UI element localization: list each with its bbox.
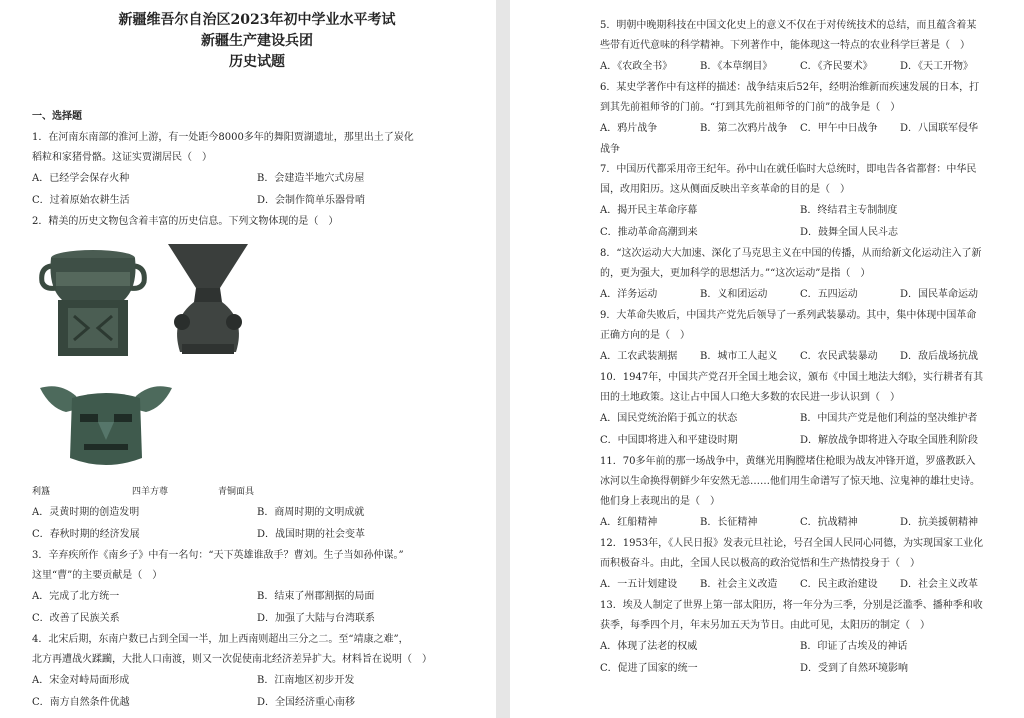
option-b: B．商周时期的文明成就 bbox=[257, 507, 365, 518]
option-a: A．工农武装割据 bbox=[600, 351, 678, 362]
option-c: C．中国即将进入和平建设时期 bbox=[600, 435, 738, 446]
question-9 bbox=[600, 306, 1000, 368]
option-c: C．春秋时期的经济发展 bbox=[32, 529, 140, 540]
question-stem-line: 11．70多年前的那一场战争中，黄继光用胸膛堵住枪眼为战友冲锋开道，罗盛教跃入 bbox=[600, 456, 976, 467]
question-2 bbox=[32, 212, 482, 546]
exam-title-line2: 新疆生产建设兵团 bbox=[201, 33, 313, 49]
question-stem-line: 稻粒和家猪骨骼。这证实贾湖居民（ ） bbox=[32, 152, 212, 163]
question-stem-line: 些带有近代意味的科学精神。下列著作中，能体现这一特点的农业科学巨著是（ ） bbox=[600, 40, 970, 51]
li-gui-image bbox=[38, 242, 148, 360]
question-stem-line: 10．1947年，中国共产党召开全国土地会议，颁布《中国土地法大纲》，实行耕者有其 bbox=[600, 372, 984, 383]
question-stem-line: 8．“这次运动大大加速、深化了马克思主义在中国的传播，从而给新文化运动注入了新 bbox=[600, 248, 982, 259]
option-b: B．中国共产党是他们利益的坚决维护者 bbox=[800, 413, 978, 424]
question-stem-line: 这里“曹”的主要贡献是（ ） bbox=[32, 570, 163, 581]
option-c: C．《齐民要术》 bbox=[800, 61, 873, 72]
bronze-mask-image bbox=[36, 378, 176, 474]
option-b: B．结束了州郡割据的局面 bbox=[257, 591, 375, 602]
question-stem-line: 13．埃及人制定了世界上第一部太阳历，将一年分为三季，分别是泛滥季、播种季和收 bbox=[600, 600, 983, 611]
options bbox=[600, 56, 1000, 78]
options bbox=[600, 118, 1000, 140]
option-a: A．体现了法老的权威 bbox=[600, 641, 698, 652]
options bbox=[600, 200, 1000, 244]
caption-li-gui: 利簋 bbox=[32, 487, 51, 497]
option-d: D．加强了大陆与台湾联系 bbox=[257, 613, 376, 624]
options bbox=[32, 502, 482, 546]
option-b: B．第二次鸦片战争 bbox=[700, 123, 788, 134]
option-c: C．民主政治建设 bbox=[800, 579, 878, 590]
question-stem-line: 2．精美的历史文物包含着丰富的历史信息。下列文物体现的是（ ） bbox=[32, 216, 339, 227]
option-b: B．《本草纲目》 bbox=[700, 61, 773, 72]
artifact-images-row bbox=[32, 240, 482, 360]
option-b: B．社会主义改造 bbox=[700, 579, 778, 590]
option-d: D．解放战争即将进入夺取全国胜利阶段 bbox=[800, 435, 979, 446]
option-d: D．受到了自然环境影响 bbox=[800, 663, 909, 674]
option-a: A．已经学会保存火种 bbox=[32, 173, 130, 184]
question-11 bbox=[600, 452, 1000, 534]
question-stem-line: 到其先前祖师爷的门前。“打到其先前祖师爷的门前”的战争是（ ） bbox=[600, 102, 901, 113]
question-3 bbox=[32, 546, 482, 630]
question-stem-line: 9．大革命失败后，中国共产党先后领导了一系列武装暴动。其中，集中体现中国革命 bbox=[600, 310, 977, 321]
question-1 bbox=[32, 128, 482, 212]
option-c: C．南方自然条件优越 bbox=[32, 697, 130, 708]
option-c: C．抗战精神 bbox=[800, 517, 858, 528]
question-stem-line: 12．1953年，《人民日报》发表元旦社论，号召全国人民同心同德，为实现国家工业化 bbox=[600, 538, 984, 549]
options bbox=[600, 408, 1000, 452]
artifact-captions bbox=[32, 482, 482, 502]
option-a: A．红船精神 bbox=[600, 517, 658, 528]
question-stem-line: 北方再遭战火蹂躏，大批人口南渡，则又一次促使南北经济差异扩大。材料旨在说明（ ） bbox=[32, 654, 432, 665]
question-stem-line: 4．北宋后期，东南户数已占到全国一半，加上西南则超出三分之二。至“靖康之难”， bbox=[32, 634, 409, 645]
option-b: B．义和团运动 bbox=[700, 289, 768, 300]
question-stem-line: 冰河以生命换得朝鲜少年安然无恙……他们用生命谱写了惊天地、泣鬼神的雄壮史诗。 bbox=[600, 476, 980, 487]
caption-bronze-mask: 青铜面具 bbox=[218, 487, 255, 497]
question-stem-line: 他们身上表现出的是（ ） bbox=[600, 496, 720, 507]
options bbox=[600, 284, 1000, 306]
question-13 bbox=[600, 596, 1000, 680]
option-b: B．终结君主专制制度 bbox=[800, 205, 898, 216]
option-d: D．会制作简单乐器骨哨 bbox=[257, 195, 366, 206]
question-12 bbox=[600, 534, 1000, 596]
artifact-images-row-2 bbox=[32, 378, 482, 478]
options bbox=[600, 346, 1000, 368]
exam-page-left bbox=[0, 0, 496, 718]
question-4 bbox=[32, 630, 482, 714]
exam-title-line3: 历史试题 bbox=[229, 54, 285, 70]
option-d: D．鼓舞全国人民斗志 bbox=[800, 227, 899, 238]
option-d: D．社会主义改革 bbox=[900, 579, 979, 590]
question-stem-line: 的，更为强大，更加科学的思想活力。”“这次运动”是指（ ） bbox=[600, 268, 871, 279]
option-d: D．战国时期的社会变革 bbox=[257, 529, 366, 540]
option-a: A．灵黄时期的创造发明 bbox=[32, 507, 140, 518]
option-b: B．会建造半地穴式房屋 bbox=[257, 173, 365, 184]
option-c: C．促进了国家的统一 bbox=[600, 663, 698, 674]
exam-page-right bbox=[510, 0, 1024, 718]
option-d: D．敌后战场抗战 bbox=[900, 351, 979, 362]
option-d: D．抗美援朝精神 bbox=[900, 517, 979, 528]
option-d: D．全国经济重心南移 bbox=[257, 697, 356, 708]
question-7 bbox=[600, 160, 1000, 244]
options bbox=[600, 574, 1000, 596]
question-stem-line: 3．辛弃疾所作《南乡子》中有一名句：“天下英雄谁敌手？曹刘。生子当如孙仲谋。” bbox=[32, 550, 404, 561]
question-stem-line: 正确方向的是（ ） bbox=[600, 330, 690, 341]
option-d: D．八国联军侵华 bbox=[900, 123, 979, 134]
options bbox=[600, 512, 1000, 534]
question-stem-line: 5．明朝中晚期科技在中国文化史上的意义不仅在于对传统技术的总结，而且蕴含着某 bbox=[600, 20, 977, 31]
question-stem-line: 而积极奋斗。由此，全国人民以极高的政治觉悟和生产热情投身于（ ） bbox=[600, 558, 920, 569]
option-a: A．国民党统治陷于孤立的状态 bbox=[600, 413, 738, 424]
option-d: D．《天工开物》 bbox=[900, 61, 974, 72]
option-c: C．甲午中日战争 bbox=[800, 123, 878, 134]
option-b: B．长征精神 bbox=[700, 517, 758, 528]
question-stem-line: 获季，每季四个月，年末另加五天为节日。由此可见，太阳历的制定（ ） bbox=[600, 620, 930, 631]
question-stem-line: 1．在河南东南部的淮河上游，有一处距今8000多年的舞阳贾湖遗址，那里出土了炭化 bbox=[32, 132, 414, 143]
four-ram-zun-image bbox=[160, 240, 256, 358]
question-6 bbox=[600, 78, 1000, 160]
question-stem-line: 田的土地政策。这让占中国人口绝大多数的农民进一步认识到（ ） bbox=[600, 392, 900, 403]
option-a: A．洋务运动 bbox=[600, 289, 658, 300]
question-stem-line: 7．中国历代都采用帝王纪年。孙中山在就任临时大总统时，即电告各省都督：中华民 bbox=[600, 164, 977, 175]
option-a: A．揭开民主革命序幕 bbox=[600, 205, 698, 216]
option-a: A．一五计划建设 bbox=[600, 579, 678, 590]
option-d: D．国民革命运动 bbox=[900, 289, 979, 300]
option-b: B．印证了古埃及的神话 bbox=[800, 641, 908, 652]
option-a: A．《农政全书》 bbox=[600, 61, 673, 72]
option-d-continuation: 战争 bbox=[600, 144, 620, 155]
question-8 bbox=[600, 244, 1000, 306]
option-b: B．江南地区初步开发 bbox=[257, 675, 355, 686]
option-a: A．宋金对峙局面形成 bbox=[32, 675, 130, 686]
options bbox=[600, 636, 1000, 680]
caption-four-ram-zun: 四羊方尊 bbox=[132, 487, 169, 497]
option-c: C．推动革命高潮到来 bbox=[600, 227, 698, 238]
options bbox=[32, 586, 482, 630]
options bbox=[32, 670, 482, 714]
option-c: C．过着原始农耕生活 bbox=[32, 195, 130, 206]
option-c: C．改善了民族关系 bbox=[32, 613, 120, 624]
option-c: C．五四运动 bbox=[800, 289, 858, 300]
question-stem-line: 6．某史学著作中有这样的描述：战争结束后52年，经明治维新而疾速发展的日本，打 bbox=[600, 82, 980, 93]
question-10 bbox=[600, 368, 1000, 452]
option-c: C．农民武装暴动 bbox=[800, 351, 878, 362]
option-a: A．鸦片战争 bbox=[600, 123, 658, 134]
option-a: A．完成了北方统一 bbox=[32, 591, 120, 602]
question-stem-line: 国，改用阳历。这从侧面反映出辛亥革命的目的是（ ） bbox=[600, 184, 850, 195]
option-b: B．城市工人起义 bbox=[700, 351, 778, 362]
exam-title-line1: 新疆维吾尔自治区2023年初中学业水平考试 bbox=[118, 12, 396, 28]
section-heading: 一、选择题 bbox=[32, 111, 82, 122]
question-5 bbox=[600, 16, 1000, 78]
options bbox=[32, 168, 482, 212]
